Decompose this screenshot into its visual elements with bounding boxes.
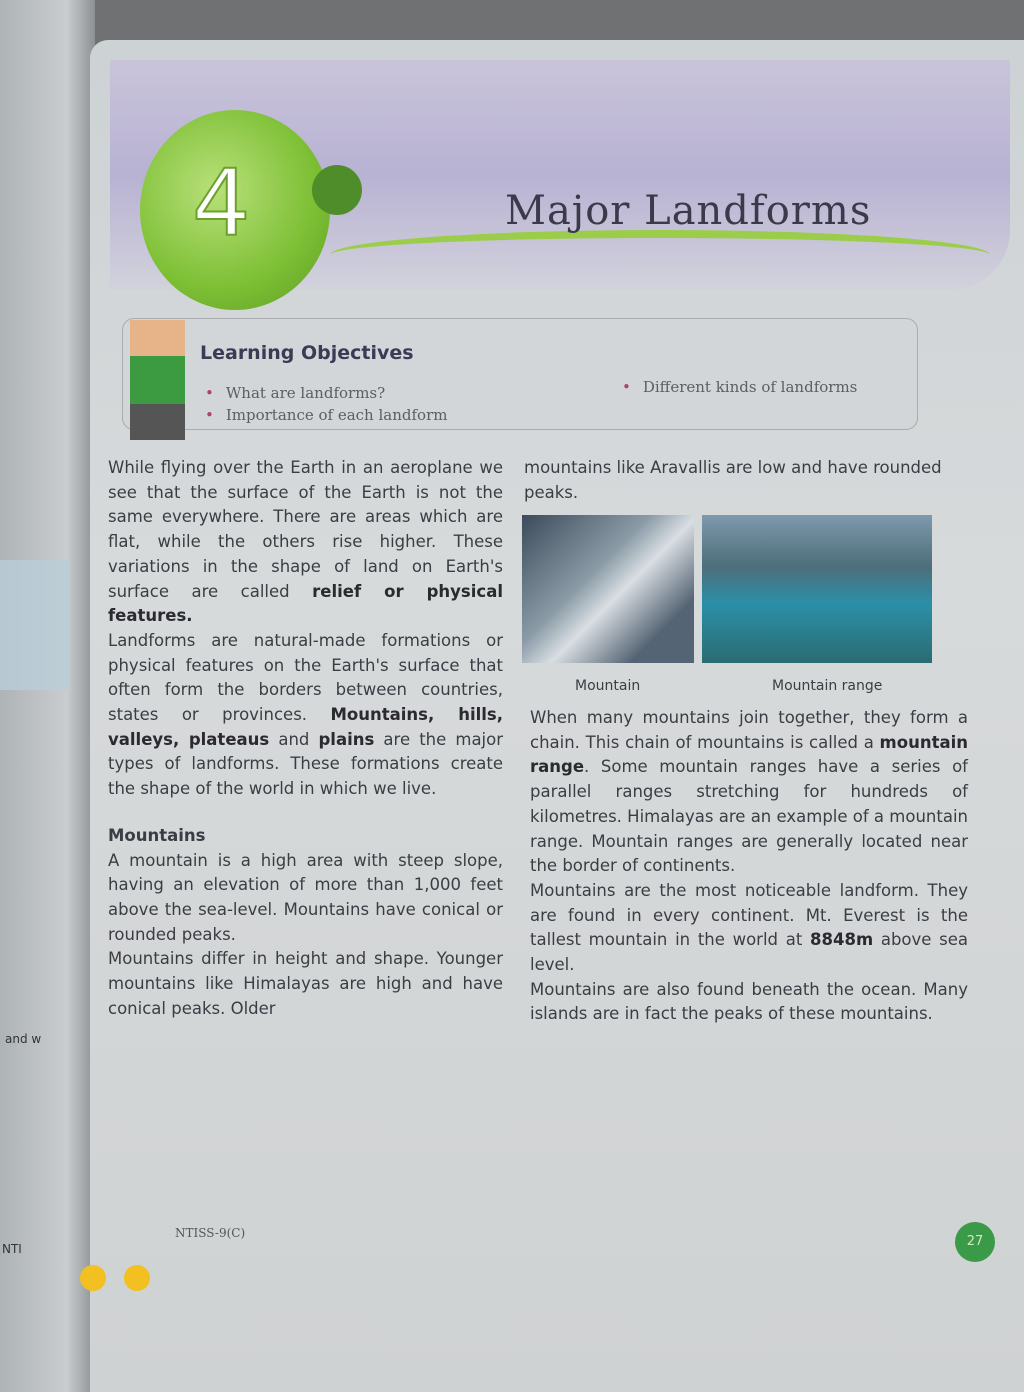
chick-illustration (124, 1265, 150, 1291)
page-number: 27 (955, 1222, 995, 1262)
left-column (108, 456, 503, 1021)
footer-code: NTISS-9(C) (175, 1226, 246, 1240)
tree-illustration (312, 165, 362, 215)
text: are the major types of landforms. These formations create the shape of the world in which we live. (108, 729, 504, 799)
objective-item: • Different kinds of landforms (622, 378, 857, 396)
text: While flying over the Earth in an aeroplane we see that the surface of the Earth is not the same everywhere. There are areas which are flat, while the others rise higher. These variations in the shape of land on Earth's surface are called (108, 458, 503, 601)
paragraph: Mountains are also found beneath the ocean. Many islands are in fact the peaks of these mountains. (530, 979, 968, 1024)
paragraph (108, 629, 503, 802)
chick-illustration (80, 1265, 106, 1291)
text: above sea level. (530, 930, 968, 975)
section-heading: Mountains (108, 825, 206, 845)
right-column (530, 706, 968, 1027)
adjacent-page (0, 0, 95, 1392)
text: Mountains are the most noticeable landform. They are found in every continent. Mt. Everest is the tallest mountain in the world at (530, 880, 968, 950)
text: and (278, 729, 310, 749)
text: Landforms are natural-made formations or physical features on the Earth's surface that often form the borders between countries, states or provinces. (108, 630, 503, 725)
right-column-top (524, 456, 964, 505)
page-fragment: NTI (2, 1242, 22, 1256)
paragraph (530, 706, 968, 879)
student-illustration (130, 320, 185, 440)
page-fragment: and w (5, 1032, 42, 1046)
bold-term: mountain range (530, 732, 968, 777)
paragraph (108, 456, 503, 629)
paragraph: Mountains differ in height and shape. Younger mountains like Himalayas are high and have conical peaks. Older (108, 949, 503, 1018)
mountain-range-photo (702, 515, 932, 663)
objective-item: • What are landforms? (205, 384, 385, 402)
bold-term: 8848m (810, 930, 874, 950)
paragraph: mountains like Aravallis are low and have rounded peaks. (524, 458, 942, 502)
text: When many mountains join together, they form a chain. This chain of mountains is called a (530, 708, 968, 752)
bold-term: plains (318, 729, 375, 749)
photo-caption: Mountain range (772, 678, 883, 694)
chapter-number: 4 (192, 150, 251, 257)
paragraph: A mountain is a high area with steep slope, having an elevation of more than 1,000 feet above the sea-level. Mountains have conical or rounded peaks. (108, 850, 503, 944)
objectives-heading: Learning Objectives (200, 342, 414, 364)
mountain-photo (522, 515, 694, 663)
map-fragment (0, 560, 70, 690)
paragraph (530, 879, 968, 978)
bold-term: relief or physical features. (108, 581, 503, 626)
text: . Some mountain ranges have a series of parallel ranges stretching for hundreds of kilometres. Himalayas are an example of a mountain range. Mountain ranges are generally located near the border of continents. (530, 757, 968, 876)
objective-item: • Importance of each landform (205, 406, 447, 424)
chapter-title: Major Landforms (505, 188, 872, 234)
photo-caption: Mountain (575, 678, 641, 694)
banner-hill (330, 230, 990, 280)
bold-term: Mountains, hills, valleys, plateaus (108, 705, 503, 749)
